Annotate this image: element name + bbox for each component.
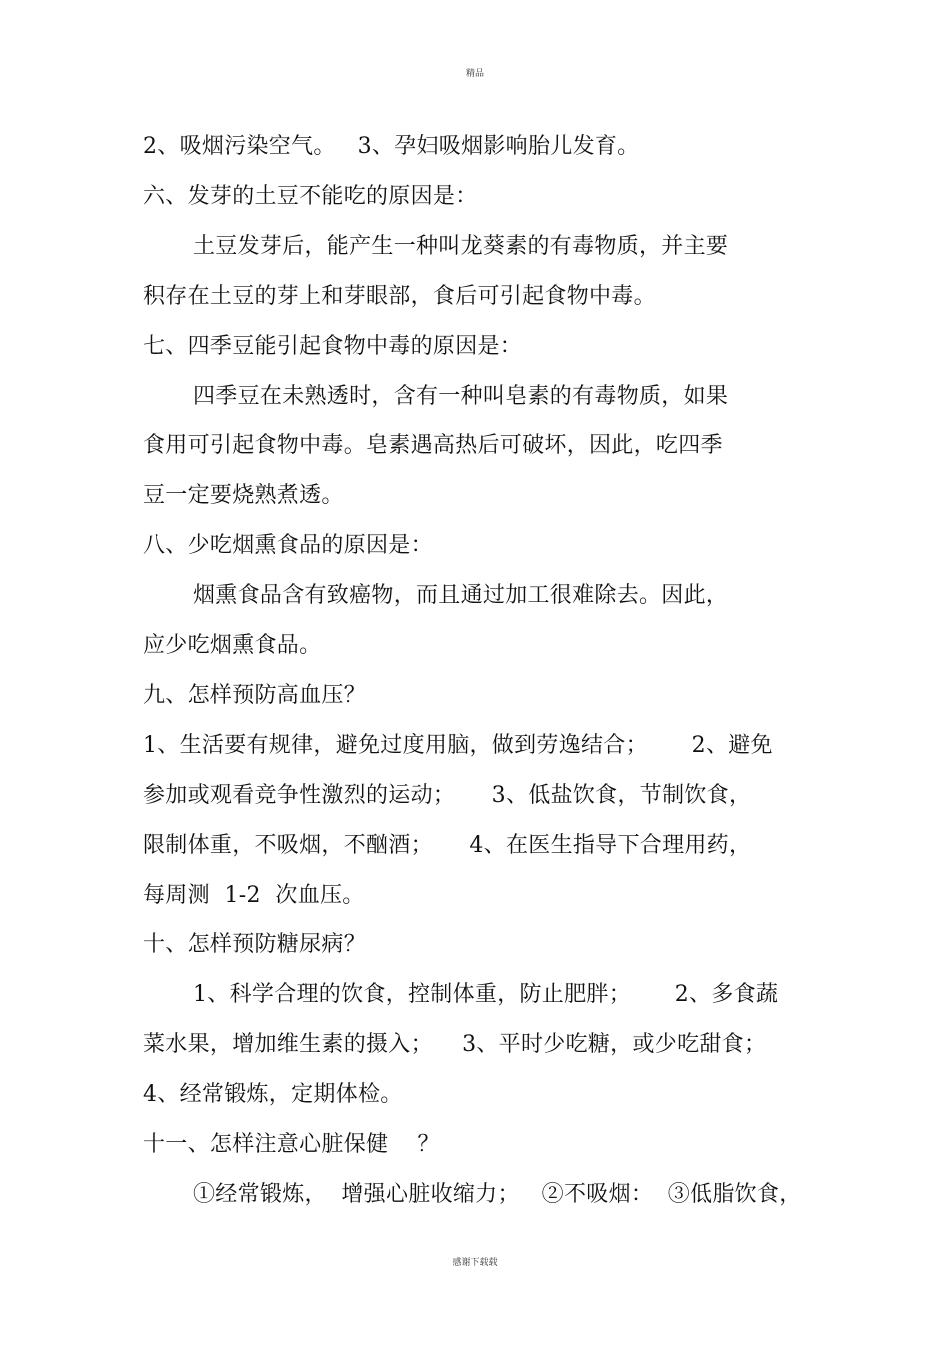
- text-line: 应少吃烟熏食品。: [143, 633, 322, 658]
- text-line: 每周测 1-2 次血压。: [143, 883, 365, 908]
- text-line: 4、经常锻炼，定期体检。: [143, 1082, 403, 1107]
- page-header-mark: 精品: [465, 69, 484, 79]
- text-line: 食用可引起食物中毒。皂素遇高热后可破坏，因此，吃四季: [143, 433, 723, 458]
- text-line: 四季豆在未熟透时，含有一种叫皂素的有毒物质，如果: [193, 384, 729, 409]
- text-line: 菜水果，增加维生素的摄入； 3、平时少吃糖，或少吃甜食；: [143, 1032, 767, 1057]
- page-footer-mark: 感谢下载载: [452, 1258, 498, 1268]
- text-line: 十一、怎样注意心脏保健 ？: [143, 1132, 440, 1157]
- text-line: 九、怎样预防高血压？: [143, 683, 367, 708]
- text-line: 参加或观看竞争性激烈的运动； 3、低盐饮食，节制饮食，: [143, 783, 752, 808]
- text-line: 八、少吃烟熏食品的原因是：: [143, 533, 433, 558]
- text-line: 土豆发芽后，能产生一种叫龙葵素的有毒物质，并主要: [193, 234, 729, 259]
- text-line: 2、吸烟污染空气。 3、孕妇吸烟影响胎儿发育。: [143, 134, 640, 159]
- text-line: 六、发芽的土豆不能吃的原因是：: [143, 184, 478, 209]
- text-line: 烟熏食品含有致癌物，而且通过加工很难除去。因此，: [193, 583, 729, 608]
- text-line: 十、怎样预防糖尿病？: [143, 932, 367, 957]
- text-line: 限制体重，不吸烟，不酗酒； 4、在医生指导下合理用药，: [143, 833, 752, 858]
- text-line: ①经常锻炼， 增强心脏收缩力； ②不吸烟： ③低脂饮食，: [193, 1182, 802, 1207]
- text-line: 豆一定要烧熟煮透。: [143, 483, 344, 508]
- text-line: 七、四季豆能引起食物中毒的原因是：: [143, 334, 523, 359]
- text-line: 1、科学合理的饮食，控制体重，防止肥胖； 2、多食蔬: [193, 982, 779, 1007]
- text-line: 1、生活要有规律，避免过度用脑，做到劳逸结合； 2、避免: [143, 733, 773, 758]
- text-line: 积存在土豆的芽上和芽眼部，食后可引起食物中毒。: [143, 284, 656, 309]
